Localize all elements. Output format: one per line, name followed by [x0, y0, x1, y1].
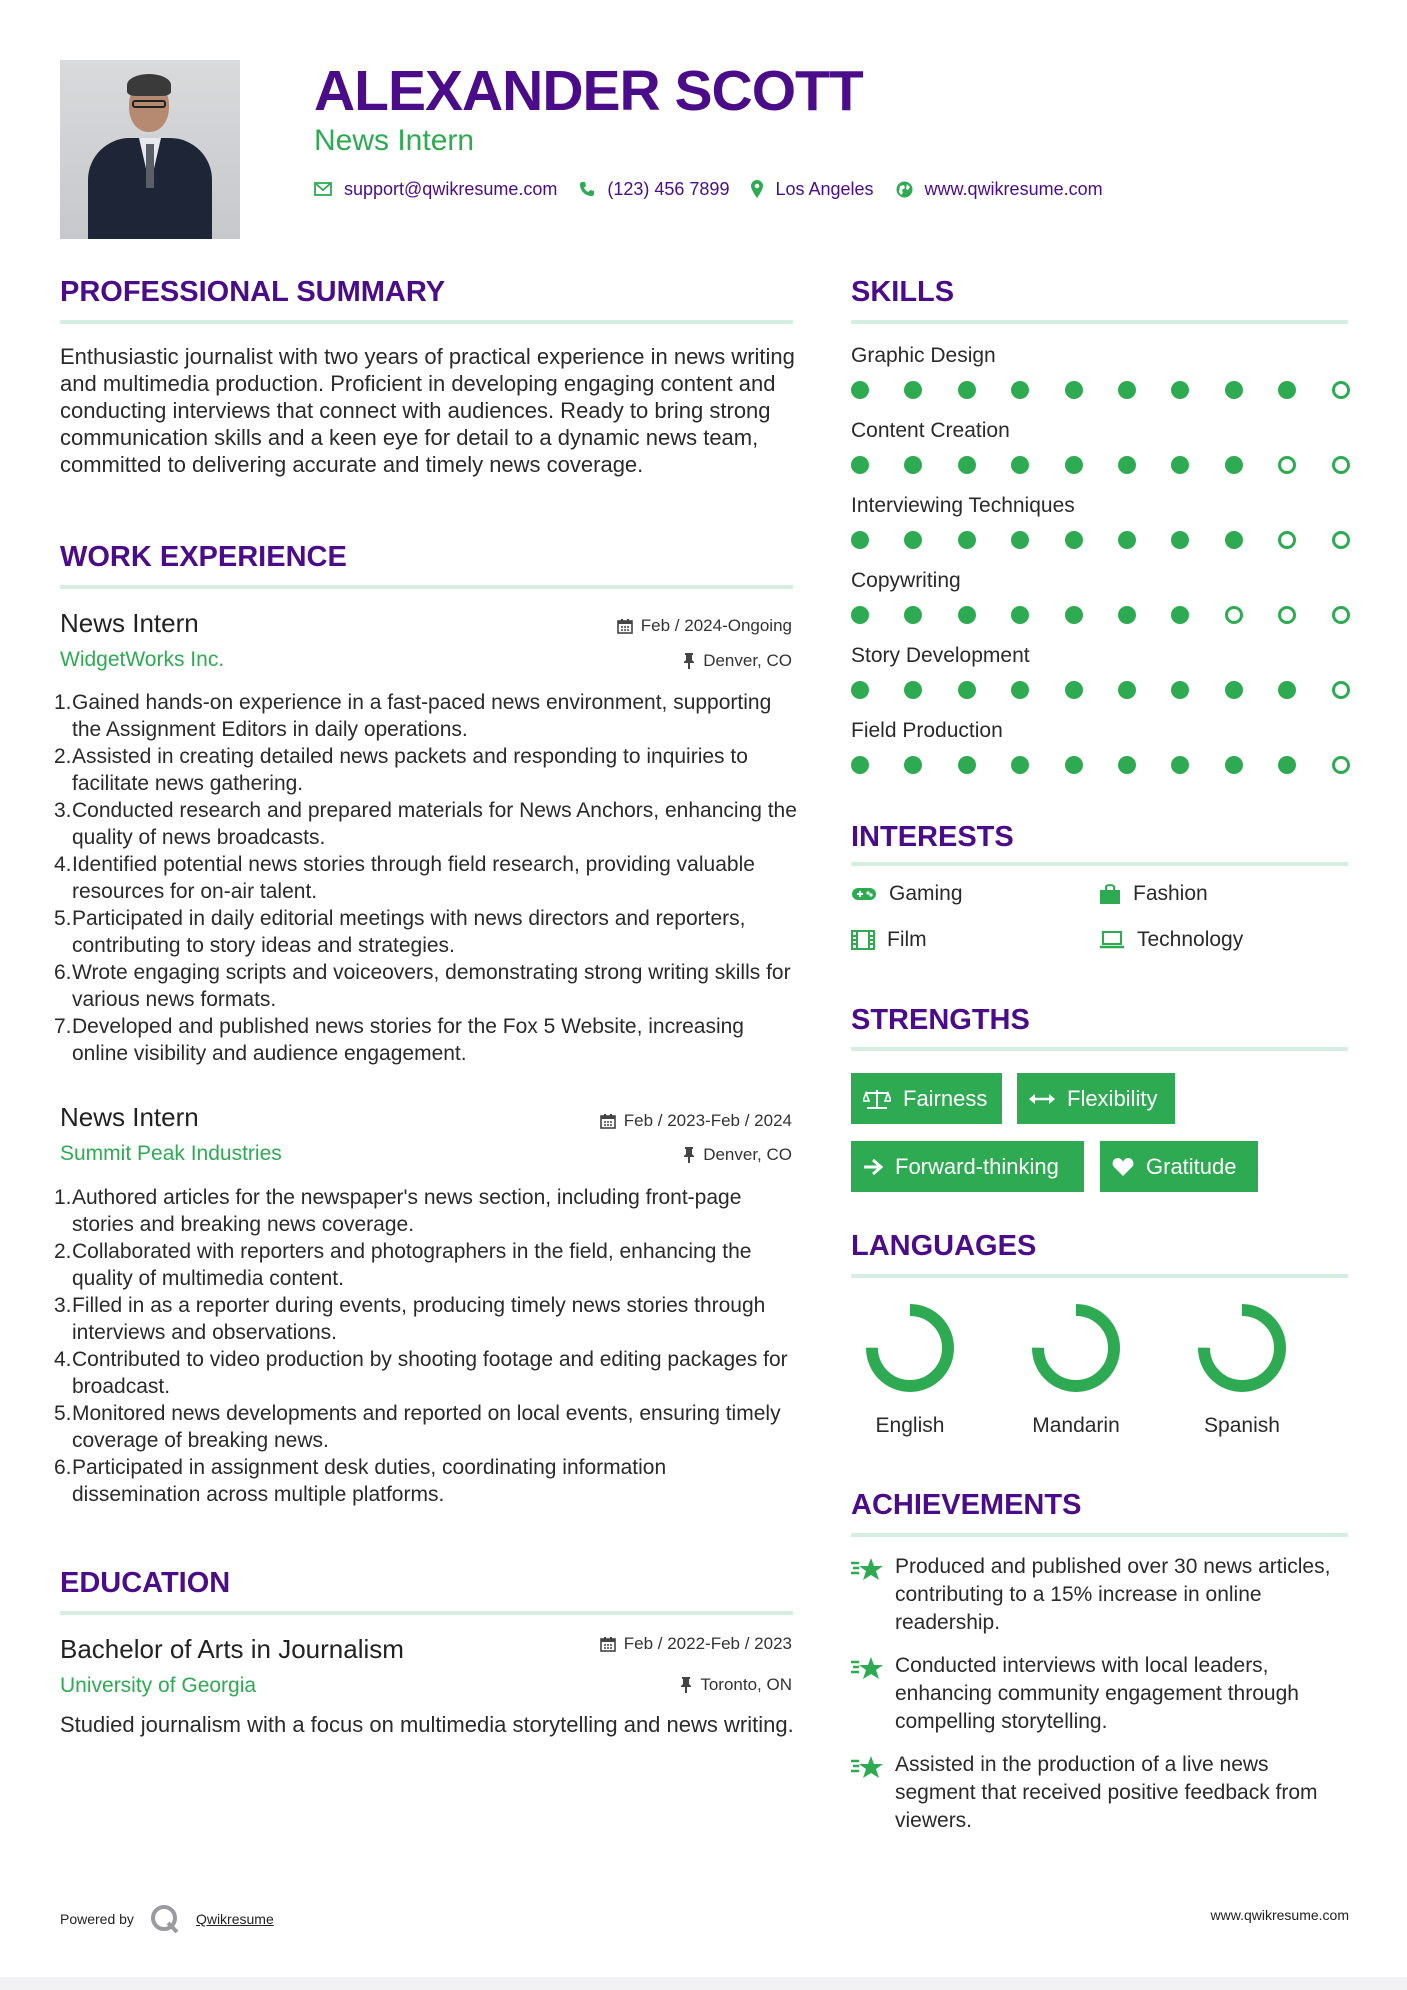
rating-dot-empty [1278, 606, 1296, 624]
achievement-item [850, 1652, 1350, 1736]
language-proficiency-ring [1028, 1300, 1124, 1396]
list-item: 4. Identified potential news stories through field research, providing valuable resources for on-air talent. [54, 853, 755, 903]
summary-divider [60, 320, 793, 324]
achievement-text: Conducted interviews with local leaders, enhancing community engagement through compelling storytelling. [895, 1654, 1299, 1733]
strengths-divider [851, 1047, 1348, 1051]
star-icon [850, 1755, 884, 1781]
language-name: Mandarin [1032, 1414, 1120, 1437]
rating-dot-filled [958, 681, 976, 699]
education-dates-text: Feb / 2022-Feb / 2023 [623, 1634, 792, 1653]
pushpin-icon [683, 653, 695, 669]
rating-dot-filled [1225, 681, 1243, 699]
language-proficiency-ring [1194, 1300, 1290, 1396]
rating-dot-filled [1118, 381, 1136, 399]
rating-dot-filled [1171, 381, 1189, 399]
summary-heading: PROFESSIONAL SUMMARY [60, 276, 446, 308]
language-item [850, 1300, 970, 1438]
list-item: 2. Assisted in creating detailed news packets and responding to inquiries to facilitate news gathering. [54, 745, 748, 795]
job-location-text: Denver, CO [703, 651, 792, 670]
rating-dot-empty [1332, 531, 1350, 549]
experience-heading: WORK EXPERIENCE [60, 541, 347, 573]
rating-dot-filled [1011, 531, 1029, 549]
rating-dot-filled [958, 456, 976, 474]
website-text: www.qwikresume.com [924, 178, 1103, 199]
achievement-item [850, 1751, 1350, 1835]
education-heading: EDUCATION [60, 1567, 231, 1599]
job-location [683, 1145, 792, 1165]
page-bottom-bar [0, 1977, 1407, 1990]
rating-dot-filled [1011, 756, 1029, 774]
languages-divider [851, 1274, 1348, 1278]
email-text: support@qwikresume.com [344, 178, 558, 199]
qwikresume-link[interactable]: Qwikresume [195, 1911, 274, 1927]
rating-dot-filled [1011, 456, 1029, 474]
rating-dot-filled [1011, 606, 1029, 624]
strength-tag [851, 1141, 1084, 1192]
rating-dot-filled [904, 756, 922, 774]
list-item: 6. Wrote engaging scripts and voiceovers, demonstrating strong writing skills for various news formats. [54, 961, 791, 1011]
location-text: Los Angeles [775, 178, 874, 199]
proficiency-arc [1038, 1310, 1114, 1386]
rating-dot-empty [1278, 456, 1296, 474]
rating-dot-filled [1171, 681, 1189, 699]
skill-name: Story Development [851, 644, 1030, 667]
achievements-heading: ACHIEVEMENTS [851, 1489, 1082, 1521]
rating-dot-filled [1171, 756, 1189, 774]
list-item: 1. Authored articles for the newspaper's news section, including front-page stories and breaking news coverage. [54, 1186, 742, 1236]
rating-dot-filled [904, 606, 922, 624]
job-dates [600, 1111, 792, 1131]
list-item: 1. Gained hands-on experience in a fast-paced news environment, supporting the Assignment Editors in daily operations. [54, 691, 772, 741]
education-location-text: Toronto, ON [700, 1675, 792, 1694]
interest-gaming [851, 882, 963, 906]
achievement-item [850, 1553, 1350, 1637]
languages-heading: LANGUAGES [851, 1230, 1037, 1262]
rating-dot-filled [851, 456, 869, 474]
job-dates-text: Feb / 2024-Ongoing [640, 616, 792, 635]
job-title: News Intern [60, 1102, 199, 1132]
proficiency-arc [1204, 1310, 1280, 1386]
star-icon [850, 1656, 884, 1682]
rating-dot-filled [1225, 456, 1243, 474]
strength-tag [851, 1073, 1002, 1124]
rating-dot-empty [1332, 606, 1350, 624]
arrows-h-icon [1029, 1092, 1055, 1106]
interest-fashion [1099, 882, 1208, 906]
list-item: 3. Filled in as a reporter during events, producing timely news stories through interviews and observations. [54, 1294, 766, 1344]
interests-heading: INTERESTS [851, 821, 1014, 853]
skill-name: Graphic Design [851, 344, 996, 367]
rating-dot-filled [1065, 606, 1083, 624]
phone-text: (123) 456 7899 [607, 178, 730, 199]
job-title: News Intern [60, 608, 199, 638]
rating-dot-filled [904, 456, 922, 474]
profile-photo [60, 60, 240, 239]
rating-dot-empty [1332, 456, 1350, 474]
interest-label: Fashion [1133, 882, 1208, 905]
language-name: Spanish [1204, 1414, 1280, 1437]
powered-by-text: Powered by [60, 1911, 134, 1927]
footer-powered-by [60, 1904, 274, 1934]
rating-dot-filled [851, 531, 869, 549]
language-name: English [875, 1414, 945, 1437]
candidate-name: ALEXANDER SCOTT [314, 59, 863, 123]
language-item [1016, 1300, 1136, 1438]
calendar-icon [600, 1113, 616, 1129]
rating-dot-filled [1011, 681, 1029, 699]
job-location-text: Denver, CO [703, 1145, 792, 1164]
rating-dot-filled [1118, 606, 1136, 624]
list-item: 5. Participated in daily editorial meetings with news directors and reporters, contributing to story ideas and strategies. [54, 907, 746, 957]
footer-website[interactable]: www.qwikresume.com [1210, 1907, 1349, 1923]
heart-icon [1112, 1157, 1134, 1177]
skill-name: Interviewing Techniques [851, 494, 1075, 517]
job-bullets [54, 1184, 799, 1508]
rating-dot-filled [1118, 456, 1136, 474]
rating-dot-empty [1278, 531, 1296, 549]
job-location [683, 651, 792, 671]
star-icon [850, 1557, 884, 1583]
job-bullets [54, 689, 799, 1067]
rating-dot-filled [1278, 756, 1296, 774]
shopping-bag-icon [1099, 883, 1121, 905]
list-item: 4. Contributed to video production by shooting footage and editing packages for broadcast. [54, 1348, 788, 1398]
language-item [1182, 1300, 1302, 1438]
pushpin-icon [680, 1677, 692, 1693]
skills-heading: SKILLS [851, 276, 955, 308]
rating-dot-filled [958, 531, 976, 549]
rating-dot-filled [1278, 381, 1296, 399]
list-item: 6. Participated in assignment desk duties, coordinating information dissemination across multiple platforms. [54, 1456, 667, 1506]
rating-dot-filled [1065, 456, 1083, 474]
rating-dot-filled [1065, 381, 1083, 399]
contact-website[interactable] [896, 179, 1103, 200]
degree-title: Bachelor of Arts in Journalism [60, 1634, 404, 1664]
contact-bar [314, 178, 1125, 200]
qwikresume-logo-icon [150, 1904, 180, 1934]
strength-label: Fairness [903, 1085, 988, 1111]
laptop-icon [1099, 931, 1125, 949]
rating-dot-filled [851, 681, 869, 699]
rating-dot-filled [1225, 756, 1243, 774]
rating-dot-filled [1065, 756, 1083, 774]
rating-dot-filled [1065, 531, 1083, 549]
rating-dot-filled [1225, 531, 1243, 549]
interests-divider [851, 862, 1348, 866]
rating-dot-filled [958, 606, 976, 624]
rating-dot-filled [1171, 531, 1189, 549]
rating-dot-filled [904, 681, 922, 699]
rating-dot-empty [1225, 606, 1243, 624]
rating-dot-filled [1118, 681, 1136, 699]
rating-dot-empty [1332, 756, 1350, 774]
contact-phone[interactable] [579, 179, 729, 200]
school-name: University of Georgia [60, 1674, 257, 1697]
education-location [680, 1675, 792, 1695]
education-divider [60, 1611, 793, 1615]
interest-label: Technology [1137, 928, 1244, 951]
rating-dot-filled [1118, 756, 1136, 774]
strength-label: Forward-thinking [895, 1153, 1059, 1179]
list-item: 2. Collaborated with reporters and photographers in the field, enhancing the quality of multimedia content. [54, 1240, 752, 1290]
language-proficiency-ring [862, 1300, 958, 1396]
rating-dot-filled [1011, 381, 1029, 399]
achievement-text: Assisted in the production of a live news segment that received positive feedback from viewers. [895, 1753, 1318, 1832]
strength-tag [1017, 1073, 1175, 1124]
arrow-right-icon [863, 1158, 883, 1176]
proficiency-arc [872, 1310, 948, 1386]
envelope-icon [314, 182, 332, 196]
map-marker-icon [751, 180, 763, 198]
list-item: 3. Conducted research and prepared materials for News Anchors, enhancing the quality of news broadcasts. [54, 799, 797, 849]
interest-label: Film [887, 928, 927, 951]
film-icon [851, 930, 875, 950]
experience-divider [60, 585, 793, 589]
achievements-divider [851, 1533, 1348, 1537]
rating-dot-filled [1065, 681, 1083, 699]
education-description: Studied journalism with a focus on multimedia storytelling and news writing. [60, 1712, 794, 1737]
rating-dot-filled [851, 756, 869, 774]
phone-icon [579, 181, 595, 197]
achievement-text: Produced and published over 30 news articles, contributing to a 15% increase in online readership. [895, 1555, 1331, 1634]
strengths-heading: STRENGTHS [851, 1004, 1030, 1036]
rating-dot-filled [958, 381, 976, 399]
rating-dot-empty [1332, 681, 1350, 699]
calendar-icon [617, 618, 633, 634]
contact-location [751, 179, 873, 200]
strength-label: Gratitude [1146, 1153, 1237, 1179]
candidate-title: News Intern [314, 124, 475, 157]
rating-dot-filled [851, 381, 869, 399]
strength-tag [1100, 1141, 1258, 1192]
rating-dot-filled [1171, 606, 1189, 624]
rating-dot-filled [904, 381, 922, 399]
summary-text: Enthusiastic journalist with two years of practical experience in news writing and multimedia production. Proficient in developing engaging content and conducting interviews that connect with audiences. Ready to bring strong communication skills and a keen eye for detail to a dynamic news team, committed to delivering accurate and timely news coverage. [60, 344, 795, 477]
interest-label: Gaming [889, 882, 963, 905]
job-company: WidgetWorks Inc. [60, 648, 225, 671]
skill-name: Copywriting [851, 569, 961, 592]
rating-dot-empty [1332, 381, 1350, 399]
rating-dot-filled [1171, 456, 1189, 474]
education-dates [600, 1634, 792, 1654]
job-dates [617, 616, 792, 636]
job-company: Summit Peak Industries [60, 1142, 282, 1165]
rating-dot-filled [904, 531, 922, 549]
gamepad-icon [851, 886, 877, 902]
rating-dot-filled [851, 606, 869, 624]
list-item: 7. Developed and published news stories for the Fox 5 Website, increasing online visibility and audience engagement. [54, 1015, 744, 1065]
interest-film [851, 928, 927, 952]
calendar-icon [600, 1636, 616, 1652]
skills-divider [851, 320, 1348, 324]
strength-label: Flexibility [1067, 1085, 1158, 1111]
skill-name: Field Production [851, 719, 1003, 742]
interest-technology [1099, 928, 1243, 952]
balance-scale-icon [863, 1089, 891, 1109]
job-dates-text: Feb / 2023-Feb / 2024 [623, 1111, 792, 1130]
rating-dot-filled [1118, 531, 1136, 549]
rating-dot-filled [1278, 681, 1296, 699]
rating-dot-filled [958, 756, 976, 774]
rating-dot-filled [1225, 381, 1243, 399]
pushpin-icon [683, 1147, 695, 1163]
globe-icon [896, 181, 913, 198]
contact-email[interactable] [314, 179, 557, 200]
list-item: 5. Monitored news developments and reported on local events, ensuring timely coverage of breaking news. [54, 1402, 781, 1452]
skill-name: Content Creation [851, 419, 1010, 442]
